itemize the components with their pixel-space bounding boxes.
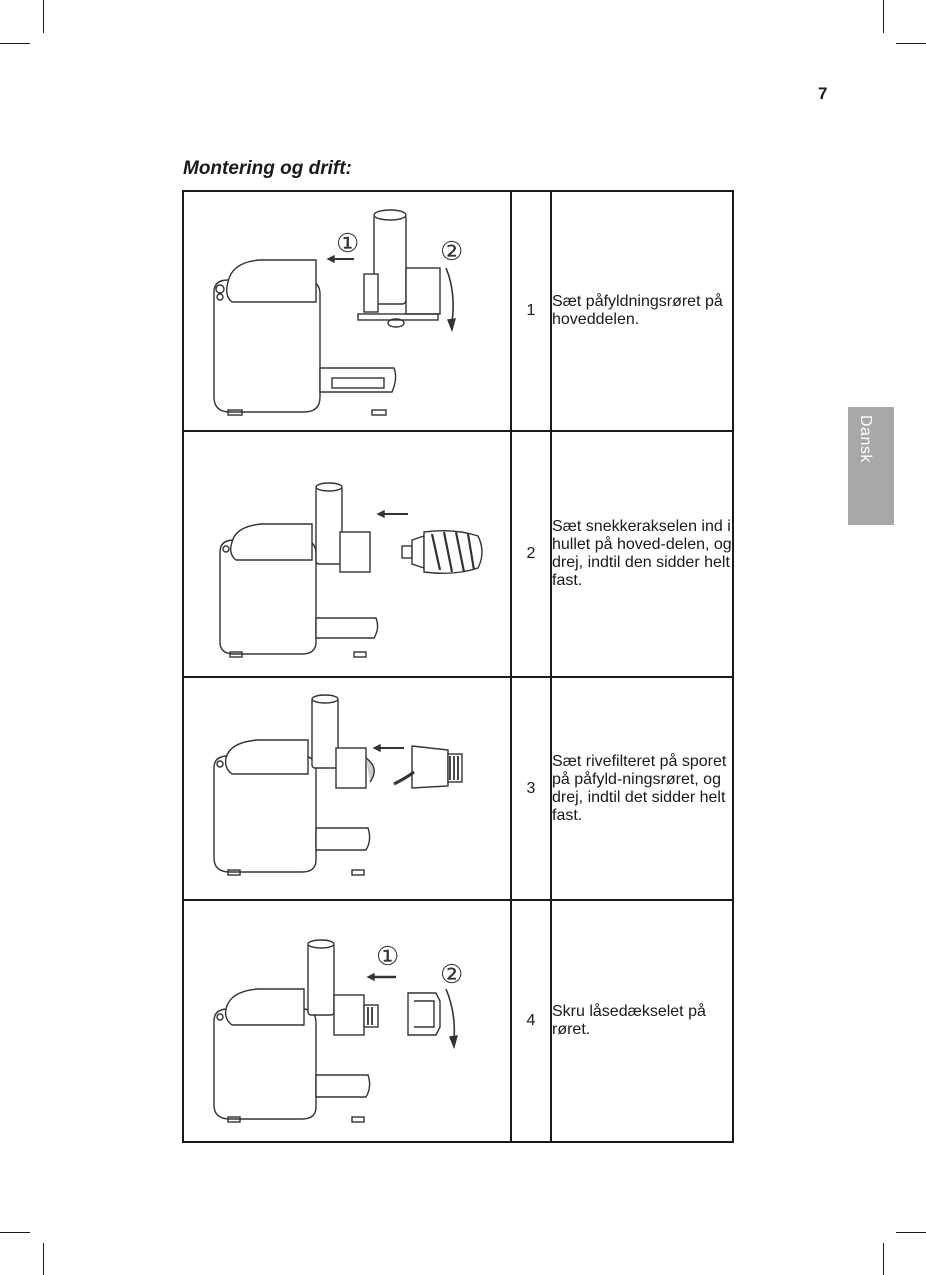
assembly-steps-table xyxy=(182,190,734,1143)
step-label: ① xyxy=(336,229,360,259)
step-number: 3 xyxy=(511,677,551,900)
step-illustration xyxy=(183,677,511,900)
page-title: Montering og drift: xyxy=(183,158,352,179)
step-number: 1 xyxy=(511,191,551,431)
step-description: Sæt rivefilteret på sporet på påfyld-ningsrøret, og drej, indtil det sidder helt fast. xyxy=(551,677,733,900)
step-row xyxy=(183,191,733,431)
step-label: ② xyxy=(440,960,464,990)
crop-mark xyxy=(896,43,926,44)
language-tab xyxy=(848,407,894,525)
crop-mark xyxy=(0,1232,30,1233)
juicer-filter-illustration xyxy=(184,678,510,899)
step-row xyxy=(183,677,733,900)
step-row xyxy=(183,900,733,1142)
juicer-auger-illustration xyxy=(184,432,510,676)
step-row xyxy=(183,431,733,677)
crop-mark xyxy=(896,1232,926,1233)
step-label: ① xyxy=(376,942,400,972)
crop-mark xyxy=(43,1243,44,1275)
crop-mark xyxy=(883,0,884,33)
crop-mark xyxy=(0,43,30,44)
step-number: 4 xyxy=(511,900,551,1142)
step-description: Sæt påfyldningsrøret på hoveddelen. xyxy=(551,191,733,431)
step-illustration xyxy=(183,431,511,677)
step-description: Skru låsedækselet på røret. xyxy=(551,900,733,1142)
step-label: ② xyxy=(440,237,464,267)
page-number: 7 xyxy=(818,84,828,103)
step-description: Sæt snekkerakselen ind i hullet på hoved-delen, og drej, indtil den sidder helt fast. xyxy=(551,431,733,677)
step-illustration xyxy=(183,191,511,431)
crop-mark xyxy=(43,0,44,33)
juicer-lock-cover-illustration xyxy=(184,901,510,1141)
juicer-feed-tube-illustration xyxy=(184,192,510,430)
language-tab-label: Dansk xyxy=(857,415,874,463)
step-number: 2 xyxy=(511,431,551,677)
step-illustration xyxy=(183,900,511,1142)
crop-mark xyxy=(883,1243,884,1275)
